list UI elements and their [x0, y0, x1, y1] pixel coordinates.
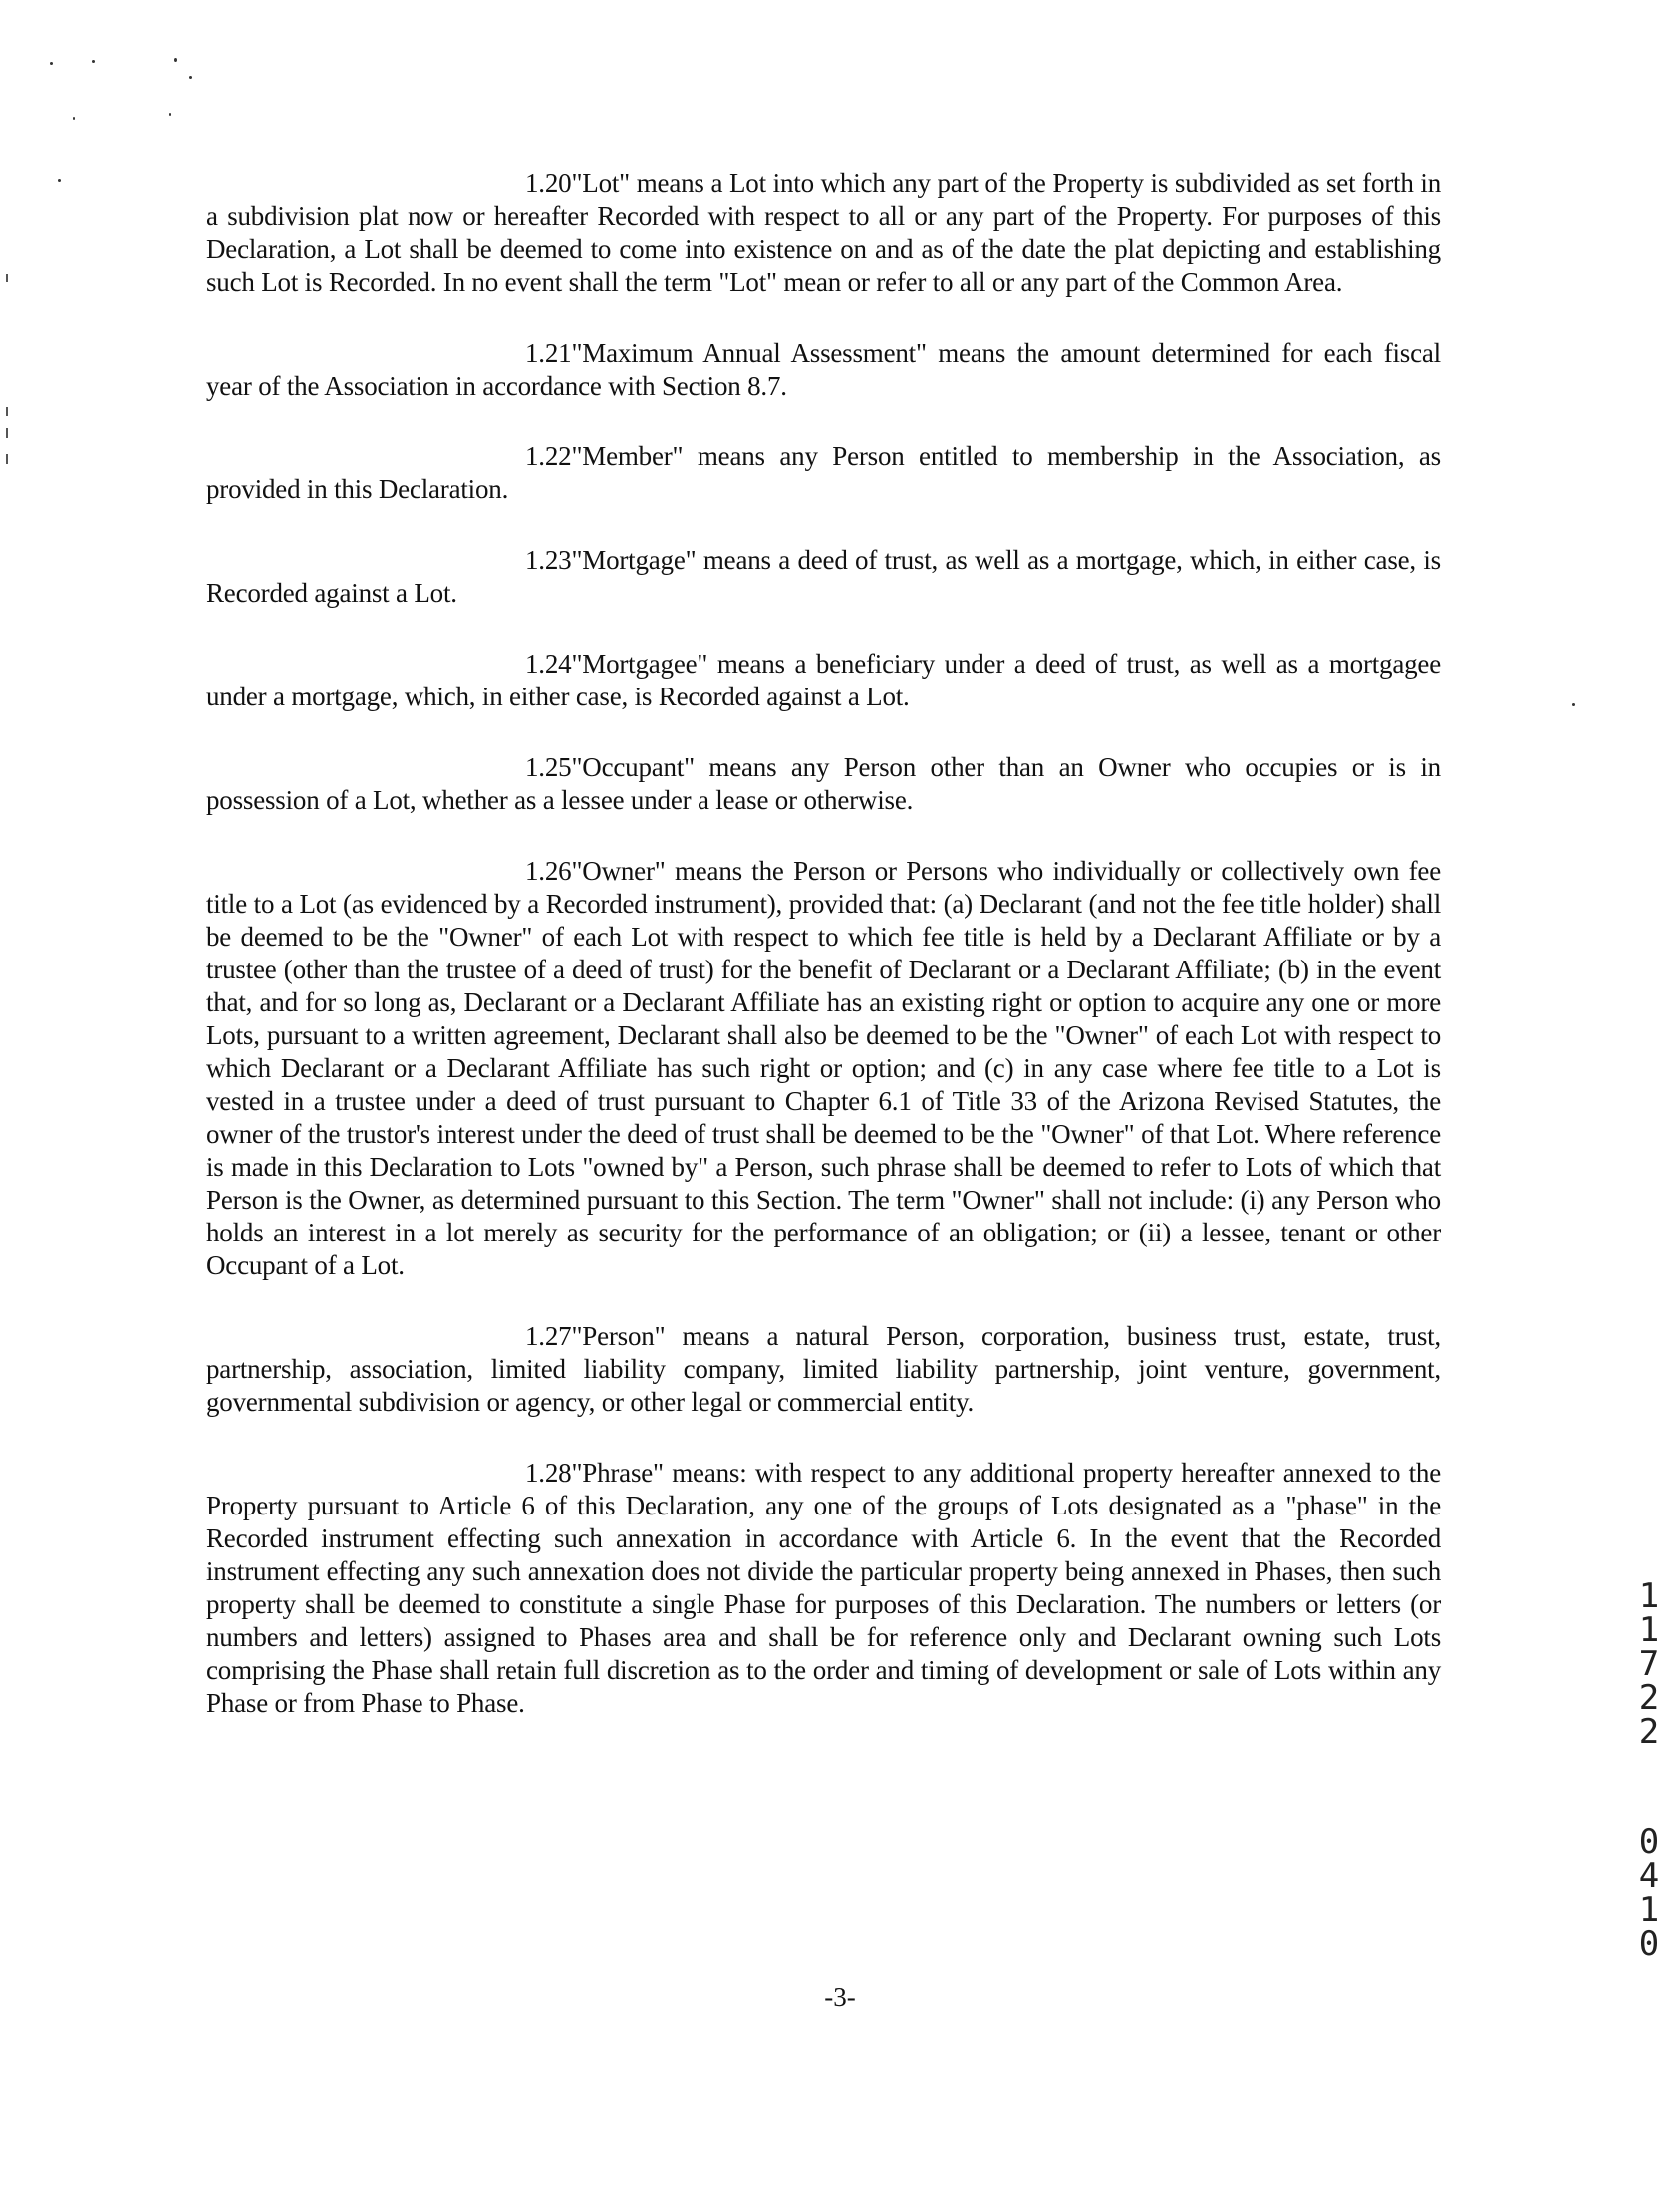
definition-text: "Person" means a natural Person, corporation, business trust, estate, trust, partnership, association, limited liability company, limited liability partnership, joint venture, government, governmental subdivision or agency, or other legal or commercial entity.	[206, 1321, 1441, 1417]
definition-text: "Occupant" means any Person other than an Owner who occupies or is in possession of a Lot, whether as a lessee under a lease or otherwise.	[206, 752, 1441, 815]
scan-speck	[58, 179, 61, 182]
scan-edge-mark	[6, 454, 8, 464]
stamp-digit: 4	[1638, 1856, 1660, 1896]
section-number: 1.22	[525, 441, 572, 471]
scan-speck	[189, 76, 192, 79]
scan-speck	[169, 113, 171, 116]
definition-text: "Member" means any Person entitled to membership in the Association, as provided in this Declaration.	[206, 441, 1441, 504]
scan-edge-mark	[6, 428, 8, 438]
stamp-digit: 1	[1638, 1576, 1660, 1616]
definition-text: "Phrase" means: with respect to any additional property hereafter annexed to the Property pursuant to Article 6 of this Declaration, any one of the groups of Lots designated as a "phase" in the Recorded instrument effecting such annexation in accordance with Article 6. In the event that the Recorded instrument effecting any such annexation does not divide the particular property being annexed in Phases, then such property shall be deemed to constitute a single Phase for purposes of this Declaration. The numbers or letters (or numbers and letters) assigned to Phases area and shall be for reference only and Declarant owning such Lots comprising the Phase shall retain full discretion as to the order and timing of development or sale of Lots within any Phase or from Phase to Phase.	[206, 1458, 1441, 1718]
definition-paragraph	[206, 544, 1441, 610]
stamp-digit: 1	[1638, 1610, 1660, 1650]
stamp-digit: 2	[1638, 1712, 1660, 1752]
definition-text: "Lot" means a Lot into which any part of the Property is subdivided as set forth in a subdivision plat now or hereafter Recorded with respect to all or any part of the Property. For purposes of this Declaration, a Lot shall be deemed to come into existence on and as of the date the plat depicting and establishing such Lot is Recorded. In no event shall the term "Lot" mean or refer to all or any part of the Common Area.	[206, 168, 1441, 297]
scan-speck	[73, 117, 75, 120]
section-number: 1.25	[525, 752, 572, 782]
section-number: 1.27	[525, 1321, 572, 1351]
stamp-digit: 1	[1638, 1890, 1660, 1930]
stamp-digit: 0	[1638, 1924, 1660, 1964]
definition-paragraph	[206, 1457, 1441, 1720]
section-number: 1.26	[525, 856, 572, 886]
definition-paragraph	[206, 648, 1441, 713]
definition-paragraph	[206, 440, 1441, 506]
scan-speck	[50, 62, 53, 65]
stamp-digit: 0	[1638, 1822, 1660, 1862]
section-number: 1.24	[525, 649, 572, 679]
section-number: 1.23	[525, 545, 572, 575]
definition-paragraph	[206, 1320, 1441, 1419]
page-number: -3-	[824, 1982, 856, 2012]
scan-speck	[1572, 703, 1575, 706]
definition-paragraph	[206, 167, 1441, 299]
definition-text: "Mortgagee" means a beneficiary under a deed of trust, as well as a mortgagee under a mortgage, which, in either case, is Recorded against a Lot.	[206, 649, 1441, 711]
definition-paragraph	[206, 337, 1441, 403]
scan-speck	[174, 58, 177, 62]
definition-paragraph	[206, 855, 1441, 1282]
section-number: 1.20	[525, 168, 572, 198]
definition-text: "Mortgage" means a deed of trust, as well as a mortgage, which, in either case, is Recorded against a Lot.	[206, 545, 1441, 608]
scan-speck	[92, 60, 95, 63]
stamp-digit: 2	[1638, 1678, 1660, 1718]
stamp-digit: 7	[1638, 1644, 1660, 1684]
document-body	[206, 167, 1441, 1758]
recording-stamp-bottom	[1634, 1822, 1664, 1964]
scan-edge-mark	[6, 274, 8, 282]
definition-paragraph	[206, 751, 1441, 817]
recording-stamp-top	[1634, 1576, 1664, 1752]
definition-text: "Owner" means the Person or Persons who individually or collectively own fee title to a Lot (as evidenced by a Recorded instrument), provided that: (a) Declarant (and not the fee title holder) shall be deemed to be the "Owner" of each Lot with respect to which fee title is held by a Declarant Affiliate or by a trustee (other than the trustee of a deed of trust) for the benefit of Declarant or a Declarant Affiliate; (b) in the event that, and for so long as, Declarant or a Declarant Affiliate has an existing right or option to acquire any one or more Lots, pursuant to a written agreement, Declarant shall also be deemed to be the "Owner" of each Lot with respect to which Declarant or a Declarant Affiliate has such right or option; and (c) in any case where fee title to a Lot is vested in a trustee under a deed of trust pursuant to Chapter 6.1 of Title 33 of the Arizona Revised Statutes, the owner of the trustor's interest under the deed of trust shall be deemed to be the "Owner" of that Lot. Where reference is made in this Declaration to Lots "owned by" a Person, such phrase shall be deemed to refer to Lots of which that Person is the Owner, as determined pursuant to this Section. The term "Owner" shall not include: (i) any Person who holds an interest in a lot merely as security for the performance of an obligation; or (ii) a lessee, tenant or other Occupant of a Lot.	[206, 856, 1441, 1280]
scan-edge-mark	[6, 407, 8, 416]
definition-text: "Maximum Annual Assessment" means the amount determined for each fiscal year of the Association in accordance with Section 8.7.	[206, 338, 1441, 401]
section-number: 1.28	[525, 1458, 572, 1488]
section-number: 1.21	[525, 338, 572, 368]
